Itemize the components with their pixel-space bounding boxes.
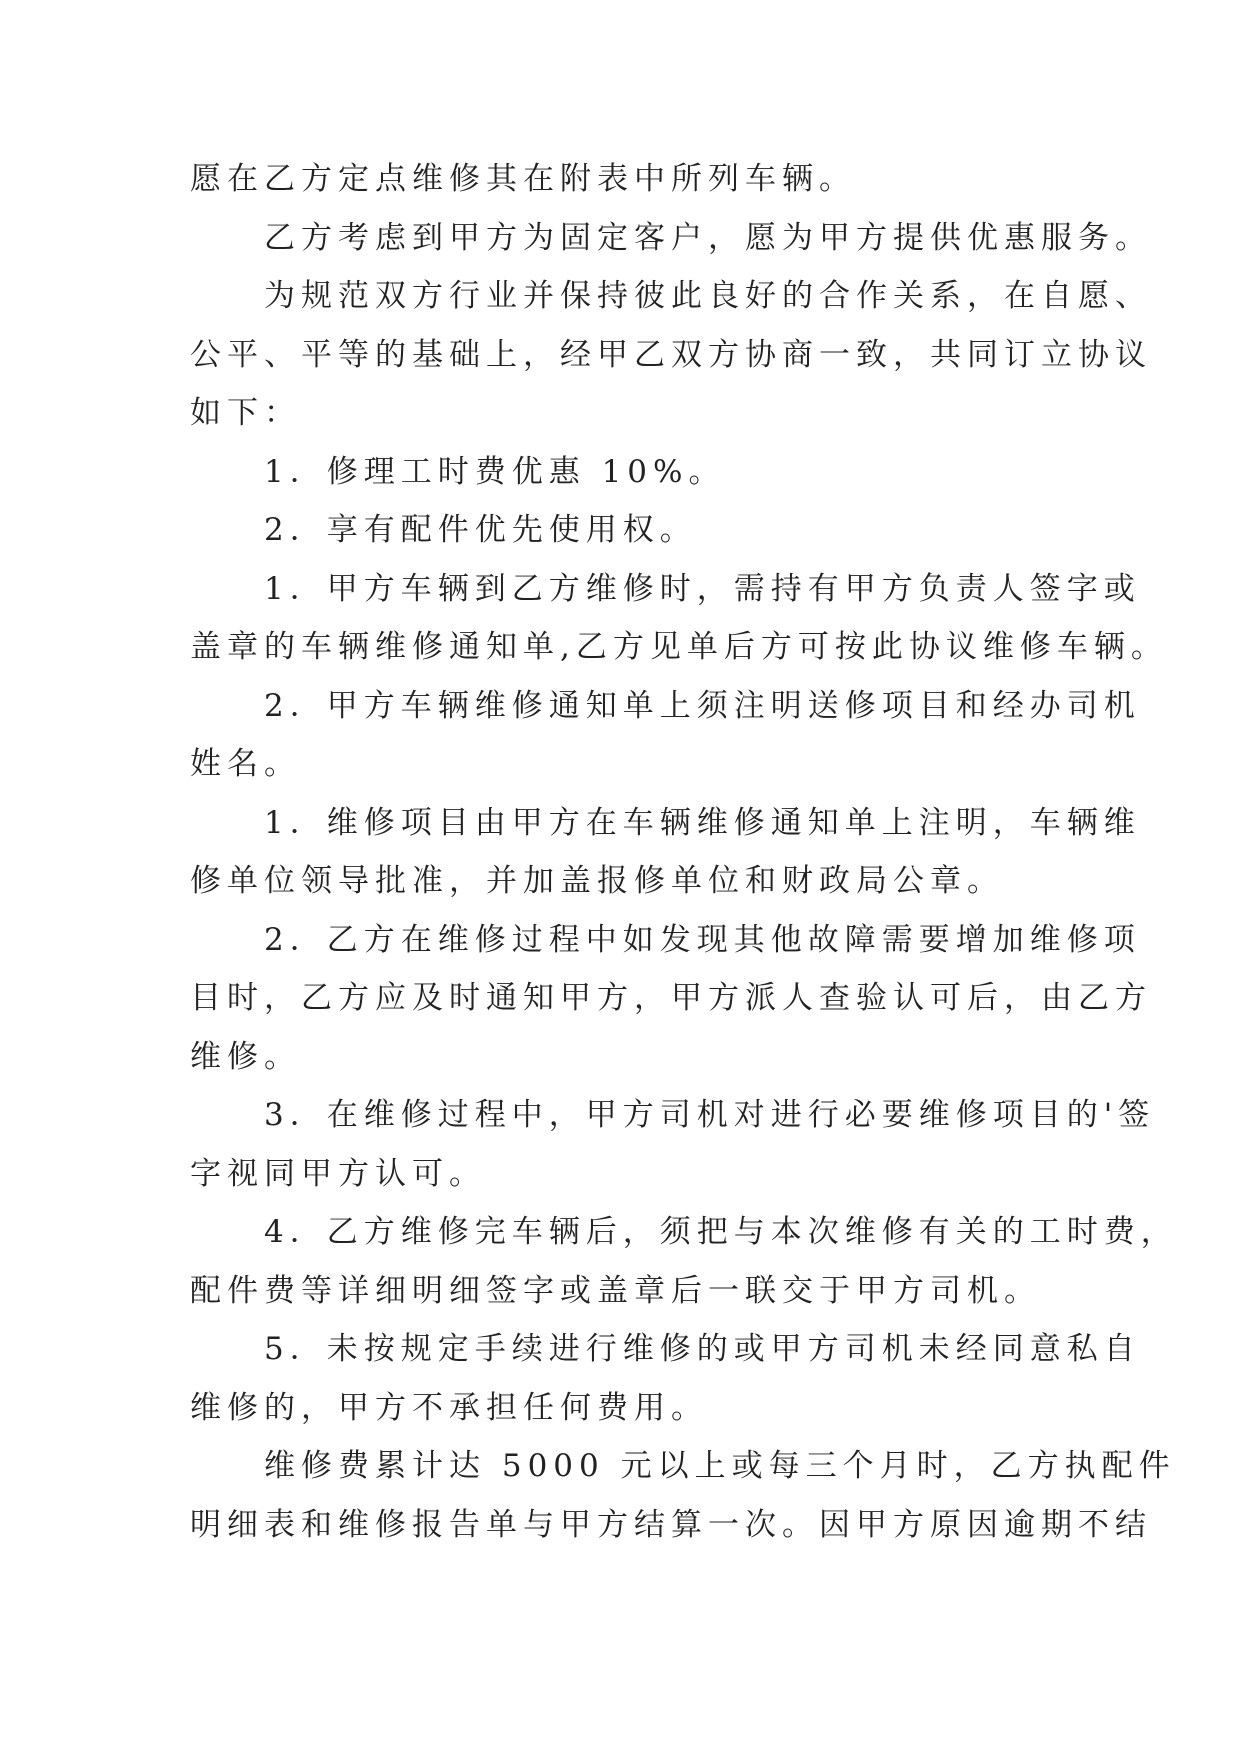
text-line-24: 明细表和维修报告单与甲方结算一次。因甲方原因逾期不结 xyxy=(190,1506,1152,1543)
text-line-4: 公平、平等的基础上，经甲乙双方协商一致，共同订立协议 xyxy=(190,336,1152,373)
text-line-7: 2．享有配件优先使用权。 xyxy=(264,512,697,548)
text-line-19: 4．乙方维修完车辆后，须把与本次维修有关的工时费， xyxy=(264,1214,1178,1250)
text-line-9: 盖章的车辆维修通知单,乙方见单后方可按此协议维修车辆。 xyxy=(190,629,1168,665)
text-line-21: 5．未按规定手续进行维修的或甲方司机未经同意私自 xyxy=(264,1331,1141,1367)
text-line-1: 愿在乙方定点维修其在附表中所列车辆。 xyxy=(190,161,856,197)
text-line-12: 1．维修项目由甲方在车辆维修通知单上注明，车辆维 xyxy=(264,804,1141,841)
text-line-15: 目时，乙方应及时通知甲方，甲方派人查验认可后，由乙方 xyxy=(190,980,1152,1016)
text-line-23: 维修费累计达 5000 元以上或每三个月时，乙方执配件 xyxy=(264,1448,1176,1484)
text-line-18: 字视同甲方认可。 xyxy=(190,1155,486,1192)
text-line-17: 3．在维修过程中，甲方司机对进行必要维修项目的'签 xyxy=(264,1097,1156,1133)
text-line-13: 修单位领导批准，并加盖报修单位和财政局公章。 xyxy=(190,863,1004,899)
text-line-8: 1．甲方车辆到乙方维修时，需持有甲方负责人签字或 xyxy=(264,570,1141,607)
text-line-3: 为规范双方行业并保持彼此良好的合作关系，在自愿、 xyxy=(264,278,1152,314)
text-line-11: 姓名。 xyxy=(190,746,301,782)
text-line-20: 配件费等详细明细签字或盖章后一联交于甲方司机。 xyxy=(190,1272,1041,1309)
text-line-2: 乙方考虑到甲方为固定客户，愿为甲方提供优惠服务。 xyxy=(264,219,1152,256)
text-line-16: 维修。 xyxy=(190,1038,301,1075)
text-line-22: 维修的，甲方不承担任何费用。 xyxy=(190,1389,708,1426)
text-line-6: 1．修理工时费优惠 10%。 xyxy=(264,453,726,490)
document-body xyxy=(190,150,1178,1554)
text-line-14: 2．乙方在维修过程中如发现其他故障需要增加维修项 xyxy=(264,921,1141,958)
text-line-10: 2．甲方车辆维修通知单上须注明送修项目和经办司机 xyxy=(264,687,1141,724)
text-line-5: 如下： xyxy=(190,395,301,431)
